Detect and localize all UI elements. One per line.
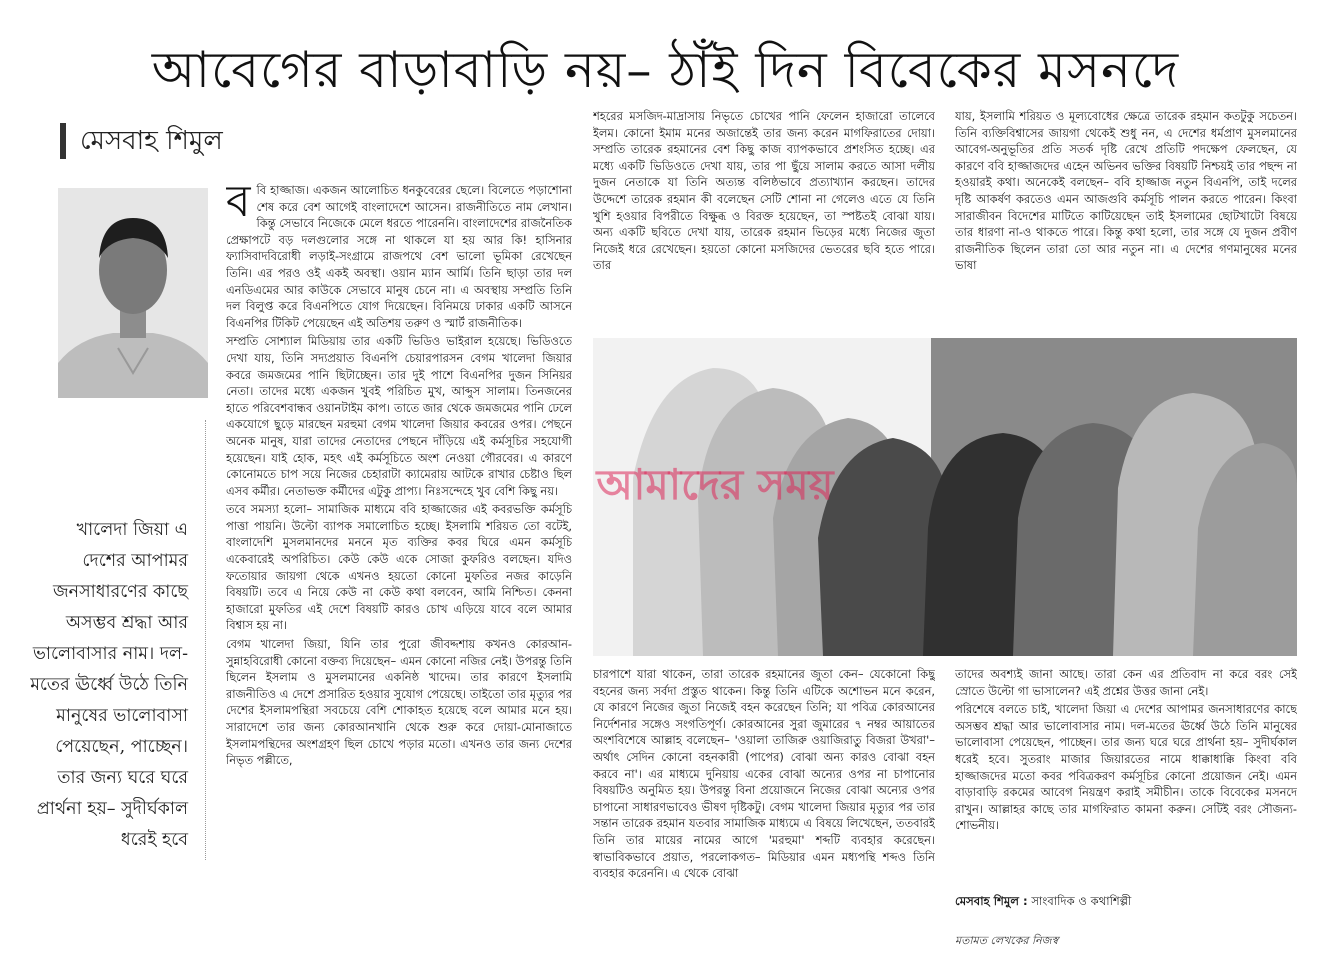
opinion-disclaimer: মতামত লেখকের নিজস্ব	[955, 934, 1059, 947]
paragraph: বেগম খালেদা জিয়া, যিনি তার পুরো জীবদ্দশায় কখনও কোরআন-সুন্নাহবিরোধী কোনো বক্তব্য দিয়েছেন– এমন কোনো নজির নেই। উপরন্তু তিনি ছিলেন ইসলাম ও মুসলমানের একনিষ্ঠ খাদেম। তার কারণে ইসলামি রাজনীতিও এ দেশে প্রসারিত হওয়ার সুযোগ পেয়েছে। তাইতো তার মৃত্যুর পর দেশের ইসলামপন্থিরা সবচেয়ে বেশি শোকাহত হয়েছে বলে আমার মনে হয়। সারাদেশে তার জন্য কোরআনখানি থেকে শুরু করে দোয়া-মোনাজাতে ইসলামপন্থিদের অংশগ্রহণ ছিল চোখে পড়ার মতো। এখনও তার জন্য দেশের নিভৃত পল্লীতে,	[226, 637, 572, 768]
headline: আবেগের বাড়াবাড়ি নয়– ঠাঁই দিন বিবেকের মসনদে	[151, 41, 1180, 99]
credit-name: মেসবাহ শিমুল :	[955, 894, 1028, 908]
paragraph	[226, 182, 572, 331]
paragraph: তাদের অবশ্যই জানা আছে। তারা কেন এর প্রতিবাদ না করে বরং সেই স্রোতে উল্টো গা ভাসালেন? এই প্রশ্নের উত্তর জানা নেই।	[955, 667, 1297, 698]
credit-role: সাংবাদিক ও কথাশিল্পী	[1031, 894, 1132, 908]
article-column-2-bottom: চারপাশে যারা থাকেন, তারা তারেক রহমানের জুতা কেন– যেকোনো কিছু বহনের জন্য সর্বদা প্রস্তুত থাকেন। কিন্তু তিনি এটিকে অশোভন মনে করেন, যে কারণে নিজের জুতা নিজেই বহন করেছেন তিনি; যা পবিত্র কোরআনের নির্দেশনার সঙ্গেও সংগতিপূর্ণ। কোরআনের সুরা জুমারের ৭ নম্বর আয়াতের অংশবিশেষে আল্লাহ বলেছেন– 'ওয়ালা তাজিরু ওয়াজিরাতুু বিজরা উখরা'– অর্থাৎ সেদিন কোনো বহনকারী (পাপের) বোঝা অন্য কারও বোঝা বহন করবে না'। এর মাধ্যমে দুনিয়ায় একের বোঝা অন্যের ওপর না চাপানোর বিষয়টিও অনুমিত হয়। উপরন্তু বিনা প্রয়োজনে নিজের বোঝা অন্যের ওপর চাপানো সাধারণভাবেও ভীষণ দৃষ্টিকটু। বেগম খালেদা জিয়ার মৃত্যুর পর তার সন্তান তারেক রহমান যতবার সামাজিক মাধ্যমে এ বিষয়ে লিখেছেন, ততবারই তিনি তার মায়ের নামের আগে 'মরহুমা' শব্দটি ব্যবহার করেছেন। স্বাভাবিকভাবে প্রয়াত, পরলোকগত– মিডিয়ার এমন মধ্যপন্থি শব্দও তিনি ব্যবহার করেননি। এ থেকে বোঝা	[593, 667, 935, 881]
article-column-1	[226, 182, 572, 952]
byline: মেসবাহ শিমুল	[60, 123, 223, 159]
pull-quote: খালেদা জিয়া এ দেশের আপামর জনসাধারণের কাছে অসম্ভব শ্রদ্ধা আর ভালোবাসার নাম। দল-মতের ঊর্ধ্বে উঠে তিনি মানুষের ভালোবাসা পেয়েছেন, পাচ্ছেন। তার জন্য ঘরে ঘরে প্রার্থনা হয়– সুদীর্ঘকাল ধরেই হবে	[30, 520, 188, 850]
watermark: আমাদের সময়	[596, 460, 834, 509]
author-credit	[955, 893, 1297, 912]
author-portrait-image	[58, 188, 208, 398]
article-column-3-bottom	[955, 666, 1297, 888]
article-column-2-top: শহরের মসজিদ-মাদ্রাসায় নিভৃতে চোখের পানি ফেলেন হাজারো তালেবে ইলম। কোনো ইমাম মনের অজান্তেই তার জন্য করেন মাগফিরাতের দোয়া। সম্প্রতি তারেক রহমানের বেশ কিছু কাজ ব্যাপকভাবে প্রশংসিত হচ্ছে। এর মধ্যে একটি ভিডিওতে দেখা যায়, তার পা ছুঁয়ে সালাম করতে আসা দলীয় দুজন নেতাকে যা তিনি অত্যন্ত বলিষ্ঠভাবে প্রত্যাখ্যান করছেন। তাদের উদ্দেশে তারেক রহমান কী বলেছেন সেটি শোনা না গেলেও এতে যে তিনি খুশি হওয়ার বিপরীতে বিক্ষুব্ধ ও বিরক্ত হয়েছেন, তা স্পষ্টতই বোঝা যায়। অন্য একটি ছবিতে দেখা যায়, তারেক রহমান ভিড়ের মধ্যে নিজের জুতা নিজেই ধরে রেখেছেন। হয়তো কোনো মসজিদের ভেতরের ছবি হতে পারে। তার	[593, 109, 935, 273]
top-edge	[0, 0, 1331, 6]
pull-quote-divider	[205, 420, 206, 860]
drop-cap: ব	[226, 182, 251, 227]
article-column-3-top: যায়, ইসলামি শরিয়ত ও মূল্যবোধের ক্ষেত্রে তারেক রহমান কতটুকু সচেতন। তিনি ব্যক্তিবিশ্বাসের জায়গা থেকেই শুধু নন, এ দেশের ধর্মপ্রাণ মুসলমানের আবেগ-অনুভূতির প্রতি সতর্ক দৃষ্টি রেখে প্রতিটি পদক্ষেপ ফেলছেন, যে কারণে ববি হাজ্জাজদের এহেন অভিনব ভক্তির বিষয়টি নিশ্চয়ই তার পছন্দ না হওয়ারই কথা। অনেকেই বলছেন– ববি হাজ্জাজ নতুন বিএনপি, তাই দলের দৃষ্টি আকর্ষণ করতেও এমন আজগুবি কর্মসূচি পালন করতে পারেন। কিংবা সারাজীবন বিদেশের মাটিতে কাটিয়েছেন তাই ইসলামের ছোটখাটো বিষয়ে তার ধারণা না-ও থাকতে পারে। কিন্তু কথা হলো, তার সঙ্গে যে দুজন প্রবীণ রাজনীতিক ছিলেন তারা তো আর নতুন না। এ দেশের গণমানুষের মনের ভাষা	[955, 109, 1297, 273]
paragraph-text: বি হাজ্জাজ। একজন আলোচিত ধনকুবেরের ছেলে। বিলেতে পড়াশোনা শেষ করে বেশ আগেই বাংলাদেশে আসেন। রাজনীতিতে নাম লেখান। কিন্তু সেভাবে নিজেকে মেলে ধরতে পারেননি। বাংলাদেশের রাজনৈতিক প্রেক্ষাপটে বড় দলগুলোর সঙ্গে না থাকলে যা হয় আর কি! হাসিনার ফ্যাসিবাদবিরোধী লড়াই-সংগ্রামে রাজপথে বেশ ভালো ভূমিকা রেখেছেন তিনি। এর পরও ওই একই অবস্থা। ওয়ান ম্যান আর্মি। তিনি ছাড়া তার দল এনডিএমের আর কাউকে সেভাবে মানুষ চেনে না। এ অবস্থায় সম্প্রতি তিনি দল বিলুপ্ত করে বিএনপিতে যোগ দিয়েছেন। বিনিময়ে ঢাকার একটি আসনে বিএনপির টিকিট পেয়েছেন এই অতিশয় তরুণ ও স্মার্ট রাজনীতিক।	[226, 183, 572, 330]
paragraph: তবে সমস্যা হলো– সামাজিক মাধ্যমে ববি হাজ্জাজের এই কবরভক্তি কর্মসূচি পাত্তা পায়নি। উল্টো ব্যাপক সমালোচিত হচ্ছে। ইসলামি শরিয়ত তো বটেই, বাংলাদেশি মুসলমানদের মননে মৃত ব্যক্তির কবর ঘিরে এমন কর্মসূচি একেবারেই অপরিচিত। কেউ কেউ একে সোজা কুফরিও বলছেন। যদিও ফতোয়ার জায়গা থেকে এখনও হয়তো কোনো মুফতির নজর কাড়েনি বিষয়টি। তবে এ নিয়ে কেউ না কেউ কথা বলবেন, আমি নিশ্চিত। কেননা হাজারো মুফতির এই দেশে বিষয়টি কারও চোখ এড়িয়ে যাবে বলে আমার বিশ্বাস হয় না।	[226, 502, 572, 633]
paragraph: সম্প্রতি সোশ্যাল মিডিয়ায় তার একটি ভিডিও ভাইরাল হয়েছে। ভিডিওতে দেখা যায়, তিনি সদ্যপ্রয়াত বিএনপি চেয়ারপারসন বেগম খালেদা জিয়ার কবরে জমজমের পানি ছিটাচ্ছেন। তার দুই পাশে বিএনপির দুজন সিনিয়র নেতা। তাদের মধ্যে একজন খুবই পরিচিত মুখ, আব্দুস সালাম। তিনজনের হাতে পরিবেশবান্ধব ওয়ানটাইম কাপ। তাতে জার থেকে জমজমের পানি ঢেলে একযোগে ছুড়ে মারছেন মরহুমা বেগম খালেদা জিয়ার কবরের ওপর। পেছনে অনেক মানুষ, যারা তাদের নেতাদের পেছনে দাঁড়িয়ে এই কর্মসূচির সহযোগী হয়েছেন। যাই হোক, মহৎ এই কর্মসূচিতে অংশ নেওয়া গৌরবের। এ কারণে কোনোমতে চাপ সয়ে নিজের চেহারাটা ক্যামেরায় আটকে রাখার চেষ্টাও ছিল এসব কর্মীর। নেতাভক্ত কর্মীদের এটুকু প্রাপ্য। নিঃসন্দেহে খুব বেশি কিছু নয়।	[226, 334, 572, 498]
author-photo	[58, 188, 208, 398]
paragraph: পরিশেষে বলতে চাই, খালেদা জিয়া এ দেশের আপামর জনসাধারণের কাছে অসম্ভব শ্রদ্ধা আর ভালোবাসার নাম। দল-মতের ঊর্ধ্বে উঠে তিনি মানুষের ভালোবাসা পেয়েছেন, পাচ্ছেন। তার জন্য ঘরে ঘরে প্রার্থনা হয়– সুদীর্ঘকাল ধরেই হবে। সুতরাং মাজার জিয়ারতের নামে ধাক্কাধাক্কি কিংবা ববি হাজ্জাজদের মতো কবর পবিত্রকরণ কর্মসূচির কোনো প্রয়োজন নেই। এমন বাড়াবাড়ি রকমের আবেগ নিয়ন্ত্রণ করাই সমীচীন। তাকে বিবেকের মসনদে রাখুন। আল্লাহর কাছে তার মাগফিরাত কামনা করুন। সেটিই বরং সৌজন্য-শোভনীয়।	[955, 702, 1297, 833]
